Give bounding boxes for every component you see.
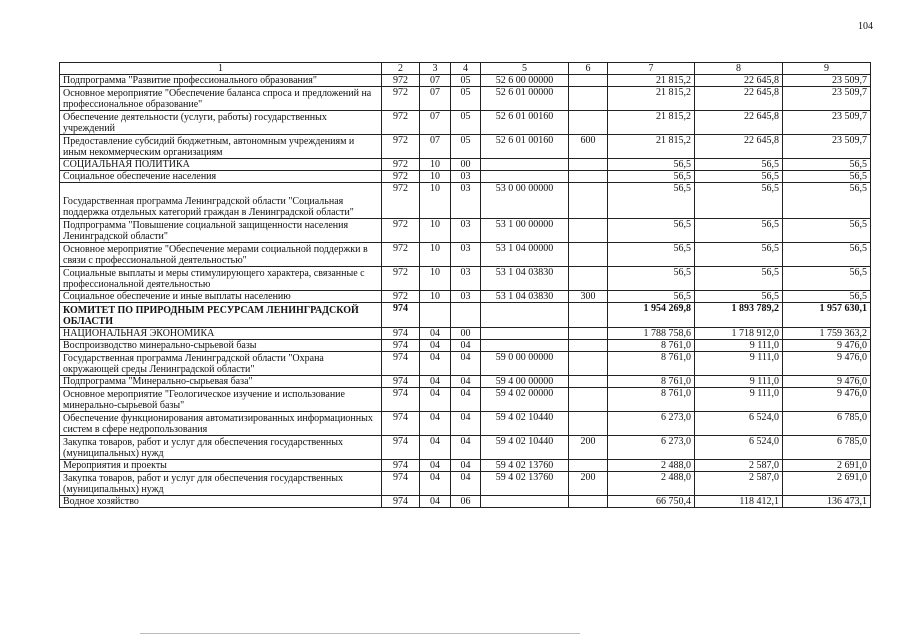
cell-col-5: 53 1 04 03830: [481, 291, 569, 303]
cell-col-7: 1 954 269,8: [608, 303, 695, 328]
cell-col-7: 8 761,0: [608, 388, 695, 412]
cell-col-3: [420, 303, 451, 328]
cell-col-5: 52 6 01 00160: [481, 135, 569, 159]
cell-col-3: 04: [420, 472, 451, 496]
cell-col-5: [481, 328, 569, 340]
cell-col-4: 04: [451, 388, 481, 412]
row-name-cell: Подпрограмма "Минерально-сырьевая база": [60, 376, 382, 388]
cell-col-2: 974: [382, 460, 420, 472]
cell-col-6: [569, 352, 608, 376]
cell-col-2: 974: [382, 352, 420, 376]
cell-col-9: 6 785,0: [783, 412, 871, 436]
cell-col-8: 118 412,1: [695, 496, 783, 508]
table-row: [60, 472, 871, 496]
cell-col-7: 56,5: [608, 243, 695, 267]
cell-col-6: [569, 460, 608, 472]
cell-col-5: 59 4 02 10440: [481, 436, 569, 460]
cell-col-3: 10: [420, 183, 451, 219]
cell-col-8: 9 111,0: [695, 352, 783, 376]
cell-col-2: 972: [382, 171, 420, 183]
row-name-cell: СОЦИАЛЬНАЯ ПОЛИТИКА: [60, 159, 382, 171]
cell-col-6: 200: [569, 436, 608, 460]
cell-col-3: 04: [420, 496, 451, 508]
table-row: [60, 135, 871, 159]
cell-col-6: [569, 340, 608, 352]
cell-col-7: 56,5: [608, 219, 695, 243]
cell-col-2: 972: [382, 159, 420, 171]
cell-col-4: 03: [451, 219, 481, 243]
table-row: [60, 291, 871, 303]
table-row: [60, 171, 871, 183]
cell-col-5: [481, 496, 569, 508]
column-header: 9: [783, 63, 871, 75]
cell-col-8: 6 524,0: [695, 412, 783, 436]
cell-col-7: 21 815,2: [608, 75, 695, 87]
column-header: 4: [451, 63, 481, 75]
table-row: [60, 496, 871, 508]
cell-col-7: 6 273,0: [608, 412, 695, 436]
row-name-cell: Мероприятия и проекты: [60, 460, 382, 472]
cell-col-4: 05: [451, 111, 481, 135]
cell-col-8: 56,5: [695, 171, 783, 183]
cell-col-5: 53 1 00 00000: [481, 219, 569, 243]
cell-col-2: 972: [382, 267, 420, 291]
table-row: [60, 460, 871, 472]
cell-col-6: [569, 159, 608, 171]
cell-col-9: 9 476,0: [783, 388, 871, 412]
cell-col-8: 22 645,8: [695, 111, 783, 135]
cell-col-9: 56,5: [783, 159, 871, 171]
table-row: [60, 388, 871, 412]
table-row: [60, 328, 871, 340]
footer-divider: [140, 633, 580, 634]
cell-col-5: 52 6 01 00000: [481, 87, 569, 111]
table-row: [60, 303, 871, 328]
cell-col-3: 07: [420, 87, 451, 111]
cell-col-4: [451, 303, 481, 328]
column-header: 8: [695, 63, 783, 75]
cell-col-6: [569, 328, 608, 340]
cell-col-6: [569, 183, 608, 219]
cell-col-7: 2 488,0: [608, 460, 695, 472]
cell-col-7: 56,5: [608, 291, 695, 303]
row-name-cell: Закупка товаров, работ и услуг для обеспечения государственных (муниципальных) нужд: [60, 436, 382, 460]
cell-col-9: 2 691,0: [783, 460, 871, 472]
row-name-cell: Закупка товаров, работ и услуг для обеспечения государственных (муниципальных) нужд: [60, 472, 382, 496]
cell-col-6: [569, 219, 608, 243]
cell-col-4: 04: [451, 472, 481, 496]
cell-col-2: 972: [382, 219, 420, 243]
cell-col-8: 56,5: [695, 291, 783, 303]
cell-col-4: 04: [451, 412, 481, 436]
cell-col-2: 972: [382, 243, 420, 267]
table-row: [60, 267, 871, 291]
cell-col-2: 974: [382, 388, 420, 412]
cell-col-7: 56,5: [608, 267, 695, 291]
cell-col-3: 04: [420, 352, 451, 376]
cell-col-9: 9 476,0: [783, 340, 871, 352]
cell-col-8: 56,5: [695, 267, 783, 291]
row-name-cell: Основное мероприятие "Обеспечение мерами социальной поддержки в связи с профессиональной деятельностью": [60, 243, 382, 267]
row-name-cell: Социальное обеспечение и иные выплаты населению: [60, 291, 382, 303]
cell-col-4: 04: [451, 352, 481, 376]
cell-col-8: 56,5: [695, 219, 783, 243]
cell-col-2: 974: [382, 412, 420, 436]
cell-col-5: 52 6 01 00160: [481, 111, 569, 135]
cell-col-6: [569, 87, 608, 111]
cell-col-8: 1 893 789,2: [695, 303, 783, 328]
cell-col-9: 23 509,7: [783, 135, 871, 159]
cell-col-5: [481, 340, 569, 352]
cell-col-6: [569, 496, 608, 508]
cell-col-4: 03: [451, 243, 481, 267]
table-row: [60, 436, 871, 460]
cell-col-2: 974: [382, 436, 420, 460]
cell-col-5: 53 0 00 00000: [481, 183, 569, 219]
table-row: [60, 183, 871, 219]
cell-col-2: 974: [382, 472, 420, 496]
cell-col-5: 59 4 02 13760: [481, 460, 569, 472]
cell-col-8: 9 111,0: [695, 340, 783, 352]
cell-col-2: 972: [382, 87, 420, 111]
row-name-cell: Предоставление субсидий бюджетным, автономным учреждениям и иным некоммерческим организациям: [60, 135, 382, 159]
cell-col-9: 1 957 630,1: [783, 303, 871, 328]
budget-table: [59, 62, 871, 508]
cell-col-4: 03: [451, 291, 481, 303]
cell-col-3: 10: [420, 267, 451, 291]
cell-col-4: 04: [451, 460, 481, 472]
cell-col-3: 10: [420, 159, 451, 171]
cell-col-9: 9 476,0: [783, 352, 871, 376]
cell-col-4: 05: [451, 75, 481, 87]
cell-col-8: 22 645,8: [695, 75, 783, 87]
cell-col-9: 23 509,7: [783, 75, 871, 87]
row-name-cell: Подпрограмма "Развитие профессионального образования": [60, 75, 382, 87]
cell-col-2: 972: [382, 135, 420, 159]
cell-col-4: 04: [451, 436, 481, 460]
cell-col-7: 66 750,4: [608, 496, 695, 508]
page-number: 104: [858, 21, 873, 32]
cell-col-6: [569, 388, 608, 412]
cell-col-7: 56,5: [608, 171, 695, 183]
cell-col-6: 200: [569, 472, 608, 496]
cell-col-5: [481, 171, 569, 183]
cell-col-7: 6 273,0: [608, 436, 695, 460]
cell-col-8: 9 111,0: [695, 388, 783, 412]
row-name-cell: Социальное обеспечение населения: [60, 171, 382, 183]
table-row: [60, 340, 871, 352]
cell-col-4: 03: [451, 267, 481, 291]
cell-col-9: 9 476,0: [783, 376, 871, 388]
row-name-cell: Государственная программа Ленинградской области "Охрана окружающей среды Ленинградской области": [60, 352, 382, 376]
cell-col-2: 972: [382, 291, 420, 303]
cell-col-5: 59 0 00 00000: [481, 352, 569, 376]
table-header-row: [60, 63, 871, 75]
cell-col-6: [569, 111, 608, 135]
row-name-cell: Социальные выплаты и меры стимулирующего характера, связанные с профессиональной деятельностью: [60, 267, 382, 291]
cell-col-5: 53 1 04 00000: [481, 243, 569, 267]
cell-col-7: 21 815,2: [608, 135, 695, 159]
cell-col-5: 59 4 00 00000: [481, 376, 569, 388]
cell-col-7: 56,5: [608, 183, 695, 219]
column-header: 7: [608, 63, 695, 75]
cell-col-2: 974: [382, 496, 420, 508]
cell-col-9: 56,5: [783, 183, 871, 219]
cell-col-2: 974: [382, 328, 420, 340]
cell-col-7: 1 788 758,6: [608, 328, 695, 340]
cell-col-4: 04: [451, 340, 481, 352]
column-header: 5: [481, 63, 569, 75]
cell-col-3: 07: [420, 135, 451, 159]
table-row: [60, 352, 871, 376]
cell-col-7: 56,5: [608, 159, 695, 171]
cell-col-3: 04: [420, 376, 451, 388]
cell-col-3: 07: [420, 75, 451, 87]
cell-col-2: 972: [382, 183, 420, 219]
cell-col-4: 04: [451, 376, 481, 388]
cell-col-2: 974: [382, 303, 420, 328]
row-name-cell: Подпрограмма "Повышение социальной защищенности населения Ленинградской области": [60, 219, 382, 243]
cell-col-8: 56,5: [695, 243, 783, 267]
cell-col-3: 10: [420, 291, 451, 303]
cell-col-3: 04: [420, 460, 451, 472]
cell-col-8: 9 111,0: [695, 376, 783, 388]
cell-col-4: 05: [451, 135, 481, 159]
row-name-cell: Обеспечение деятельности (услуги, работы) государственных учреждений: [60, 111, 382, 135]
cell-col-7: 21 815,2: [608, 111, 695, 135]
column-header: 3: [420, 63, 451, 75]
cell-col-2: 972: [382, 75, 420, 87]
cell-col-8: 56,5: [695, 183, 783, 219]
cell-col-8: 22 645,8: [695, 87, 783, 111]
cell-col-3: 10: [420, 219, 451, 243]
cell-col-4: 00: [451, 159, 481, 171]
cell-col-9: 56,5: [783, 267, 871, 291]
cell-col-9: 6 785,0: [783, 436, 871, 460]
cell-col-6: 600: [569, 135, 608, 159]
cell-col-2: 974: [382, 376, 420, 388]
cell-col-4: 03: [451, 183, 481, 219]
cell-col-5: 59 4 02 00000: [481, 388, 569, 412]
cell-col-6: [569, 75, 608, 87]
column-header: 6: [569, 63, 608, 75]
cell-col-9: 1 759 363,2: [783, 328, 871, 340]
column-header: 1: [60, 63, 382, 75]
table-row: [60, 219, 871, 243]
row-name-cell: Основное мероприятие "Обеспечение баланса спроса и предложений на профессиональное образование": [60, 87, 382, 111]
cell-col-7: 8 761,0: [608, 376, 695, 388]
row-name-cell: КОМИТЕТ ПО ПРИРОДНЫМ РЕСУРСАМ ЛЕНИНГРАДСКОЙ ОБЛАСТИ: [60, 303, 382, 328]
cell-col-6: [569, 243, 608, 267]
cell-col-5: 52 6 00 00000: [481, 75, 569, 87]
table-row: [60, 87, 871, 111]
cell-col-7: 21 815,2: [608, 87, 695, 111]
cell-col-6: [569, 267, 608, 291]
cell-col-7: 8 761,0: [608, 352, 695, 376]
column-header: 2: [382, 63, 420, 75]
table-row: [60, 243, 871, 267]
cell-col-3: 07: [420, 111, 451, 135]
cell-col-4: 06: [451, 496, 481, 508]
cell-col-3: 10: [420, 171, 451, 183]
cell-col-3: 04: [420, 436, 451, 460]
cell-col-8: 6 524,0: [695, 436, 783, 460]
cell-col-2: 974: [382, 340, 420, 352]
cell-col-9: 56,5: [783, 243, 871, 267]
cell-col-9: 136 473,1: [783, 496, 871, 508]
cell-col-5: [481, 303, 569, 328]
cell-col-5: [481, 159, 569, 171]
table-row: [60, 412, 871, 436]
table-row: [60, 159, 871, 171]
row-name-cell: Водное хозяйство: [60, 496, 382, 508]
cell-col-6: [569, 171, 608, 183]
cell-col-6: 300: [569, 291, 608, 303]
cell-col-3: 04: [420, 412, 451, 436]
cell-col-9: 2 691,0: [783, 472, 871, 496]
cell-col-9: 23 509,7: [783, 111, 871, 135]
cell-col-5: 53 1 04 03830: [481, 267, 569, 291]
cell-col-6: [569, 412, 608, 436]
row-name-cell: Государственная программа Ленинградской области "Социальная поддержка отдельных категорий граждан в Ленинградской области": [60, 183, 382, 219]
cell-col-3: 10: [420, 243, 451, 267]
cell-col-3: 04: [420, 340, 451, 352]
cell-col-6: [569, 303, 608, 328]
table-row: [60, 75, 871, 87]
cell-col-7: 8 761,0: [608, 340, 695, 352]
cell-col-8: 2 587,0: [695, 460, 783, 472]
cell-col-2: 972: [382, 111, 420, 135]
cell-col-3: 04: [420, 388, 451, 412]
cell-col-9: 56,5: [783, 219, 871, 243]
cell-col-4: 03: [451, 171, 481, 183]
cell-col-8: 22 645,8: [695, 135, 783, 159]
row-name-cell: Основное мероприятие "Геологическое изучение и использование минерально-сырьевой базы": [60, 388, 382, 412]
cell-col-4: 00: [451, 328, 481, 340]
cell-col-9: 56,5: [783, 291, 871, 303]
cell-col-5: 59 4 02 10440: [481, 412, 569, 436]
cell-col-9: 23 509,7: [783, 87, 871, 111]
cell-col-5: 59 4 02 13760: [481, 472, 569, 496]
table-row: [60, 111, 871, 135]
row-name-cell: Обеспечение функционирования автоматизированных информационных систем в сфере недропользования: [60, 412, 382, 436]
cell-col-6: [569, 376, 608, 388]
row-name-cell: НАЦИОНАЛЬНАЯ ЭКОНОМИКА: [60, 328, 382, 340]
table-row: [60, 376, 871, 388]
cell-col-8: 56,5: [695, 159, 783, 171]
cell-col-8: 1 718 912,0: [695, 328, 783, 340]
cell-col-8: 2 587,0: [695, 472, 783, 496]
cell-col-7: 2 488,0: [608, 472, 695, 496]
row-name-cell: Воспроизводство минерально-сырьевой базы: [60, 340, 382, 352]
cell-col-4: 05: [451, 87, 481, 111]
cell-col-9: 56,5: [783, 171, 871, 183]
cell-col-3: 04: [420, 328, 451, 340]
